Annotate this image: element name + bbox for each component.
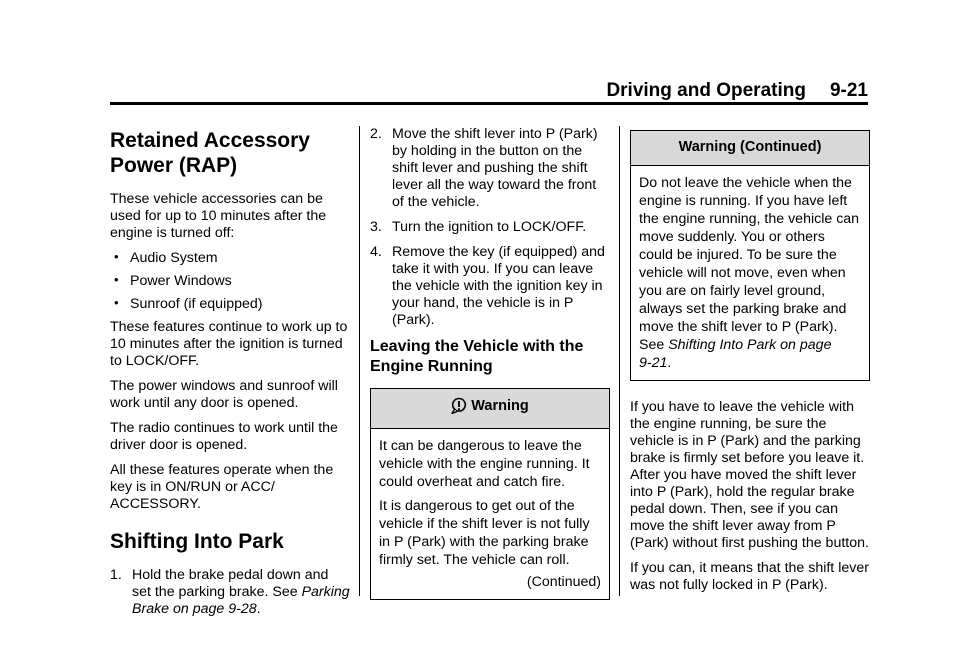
warning-header: Warning (Continued) (631, 131, 869, 166)
rap-heading: Retained Accessory Power (RAP) (110, 129, 310, 177)
shifting-heading: Shifting Into Park (110, 530, 284, 553)
list-item: 3. Turn the ignition to LOCK/OFF. (370, 219, 587, 235)
page-reference-link[interactable]: Shifting Into Park on page 9‑21 (639, 337, 832, 371)
list-item: 2. Move the shift lever into P (Park) by holding in the button on the shift lever and pushing the shift lever all the way toward the front of the vehicle. (370, 126, 598, 210)
column-1 (110, 126, 350, 626)
rap-intro: These vehicle accessories can be used for up to 10 minutes after the engine is turned off: (110, 191, 327, 241)
warning-box-continued (630, 130, 870, 381)
continued-label: (Continued) (526, 574, 601, 590)
leaving-heading: Leaving the Vehicle with the Engine Running (370, 338, 584, 375)
list-item: • Sunroof (if equipped) (114, 295, 263, 312)
shifting-steps-continued (370, 126, 610, 329)
page-reference-link[interactable]: Parking Brake on page 9‑28 (132, 584, 350, 617)
leaving-paragraph: If you have to leave the vehicle with the engine running, be sure the vehicle is in P (Park) and the parking brake is firmly set before you leave it. After you have moved the shift lever into P (Park), hold the regular brake pedal down. Then, see if you can move the shift lever away from P (Park) without first pushing the button. (630, 399, 869, 551)
warning-icon (451, 397, 467, 419)
rap-paragraph: These features continue to work up to 10 minutes after the ignition is turned to LOCK/OFF. (110, 319, 348, 369)
column-divider (359, 126, 360, 596)
warning-body: Do not leave the vehicle when the engine is running. If you have left the engine running, the vehicle can move suddenly. You or others could be injured. To be sure the vehicle will not move, even when you are on fairly level ground, always set the parking brake and move the shift lever to P (Park). See Shifting Into Park on page 9‑21. (639, 175, 860, 371)
page-number: 9-21 (829, 80, 868, 101)
rap-paragraph: The power windows and sunroof will work until any door is opened. (110, 378, 338, 411)
warning-body: It can be dangerous to leave the vehicle with the engine running. It could overheat and catch fire. It is dangerous to get out of the vehicle if the shift lever is not fully in P (Park) with the parking brake firmly set. The vehicle can roll. (Continued) (379, 438, 601, 590)
page-header (110, 80, 868, 104)
section-title: Driving and Operating (606, 80, 806, 101)
list-item: 1. Hold the brake pedal down and set the parking brake. See Parking Brake on page 9‑28. (110, 567, 350, 617)
rap-bullet-list (110, 250, 350, 313)
warning-header: Warning (371, 389, 609, 429)
column-divider (619, 126, 620, 596)
list-item: 4. Remove the key (if equipped) and take it with you. If you can leave the vehicle with the ignition key in your hand, the vehicle is in P (Park). (370, 244, 605, 328)
list-item: • Audio System (114, 249, 218, 266)
rap-paragraph: The radio continues to work until the driver door is opened. (110, 420, 338, 453)
shifting-steps (110, 567, 350, 618)
leaving-paragraph: If you can, it means that the shift lever was not fully locked in P (Park). (630, 560, 869, 593)
column-2 (370, 126, 610, 610)
column-3 (630, 126, 870, 602)
header-rule (110, 102, 868, 105)
rap-paragraph: All these features operate when the key is in ON/RUN or ACC/ ACCESSORY. (110, 462, 334, 512)
list-item: • Power Windows (114, 272, 232, 289)
warning-box (370, 388, 610, 600)
